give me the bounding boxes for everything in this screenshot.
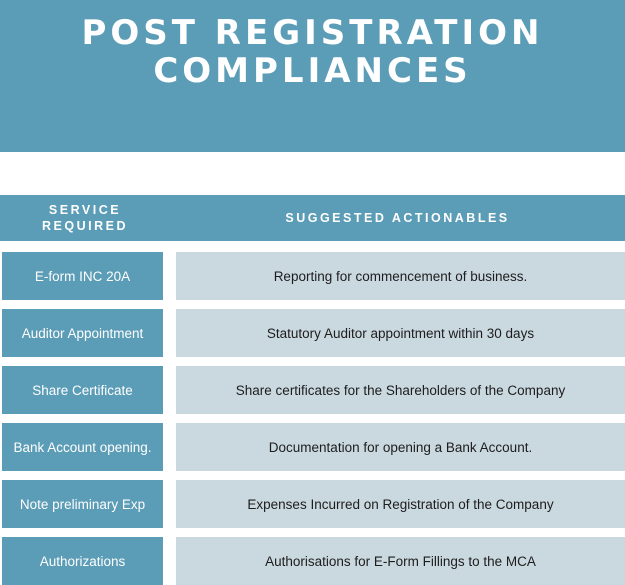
actionable-cell: Documentation for opening a Bank Account. [176, 423, 625, 471]
header-suggested-actionables [170, 195, 625, 241]
service-cell: Note preliminary Exp [2, 480, 163, 528]
table-row [0, 480, 625, 528]
header-suggested-actionables-label: SUGGESTED ACTIONABLES [285, 211, 510, 225]
actionable-cell: Statutory Auditor appointment within 30 days [176, 309, 625, 357]
header-service-required [0, 195, 170, 241]
actionable-cell: Expenses Incurred on Registration of the Company [176, 480, 625, 528]
table-row [0, 309, 625, 357]
actionable-cell: Authorisations for E-Form Fillings to the MCA [176, 537, 625, 585]
actionable-cell: Reporting for commencement of business. [176, 252, 625, 300]
service-cell: Authorizations [2, 537, 163, 585]
table-row [0, 423, 625, 471]
service-cell: Bank Account opening. [2, 423, 163, 471]
table-row [0, 366, 625, 414]
actionable-cell: Share certificates for the Shareholders of the Company [176, 366, 625, 414]
service-cell: Auditor Appointment [2, 309, 163, 357]
title-banner [0, 0, 625, 152]
table-header [0, 195, 625, 241]
header-service-required-label: SERVICE REQUIRED [42, 203, 128, 233]
table-row [0, 252, 625, 300]
page-title [0, 14, 625, 90]
service-cell: Share Certificate [2, 366, 163, 414]
page-title-line-2: COMPLIANCES [153, 51, 472, 91]
table-row [0, 537, 625, 585]
service-cell: E-form INC 20A [2, 252, 163, 300]
page-title-line-1: POST REGISTRATION [81, 13, 544, 53]
